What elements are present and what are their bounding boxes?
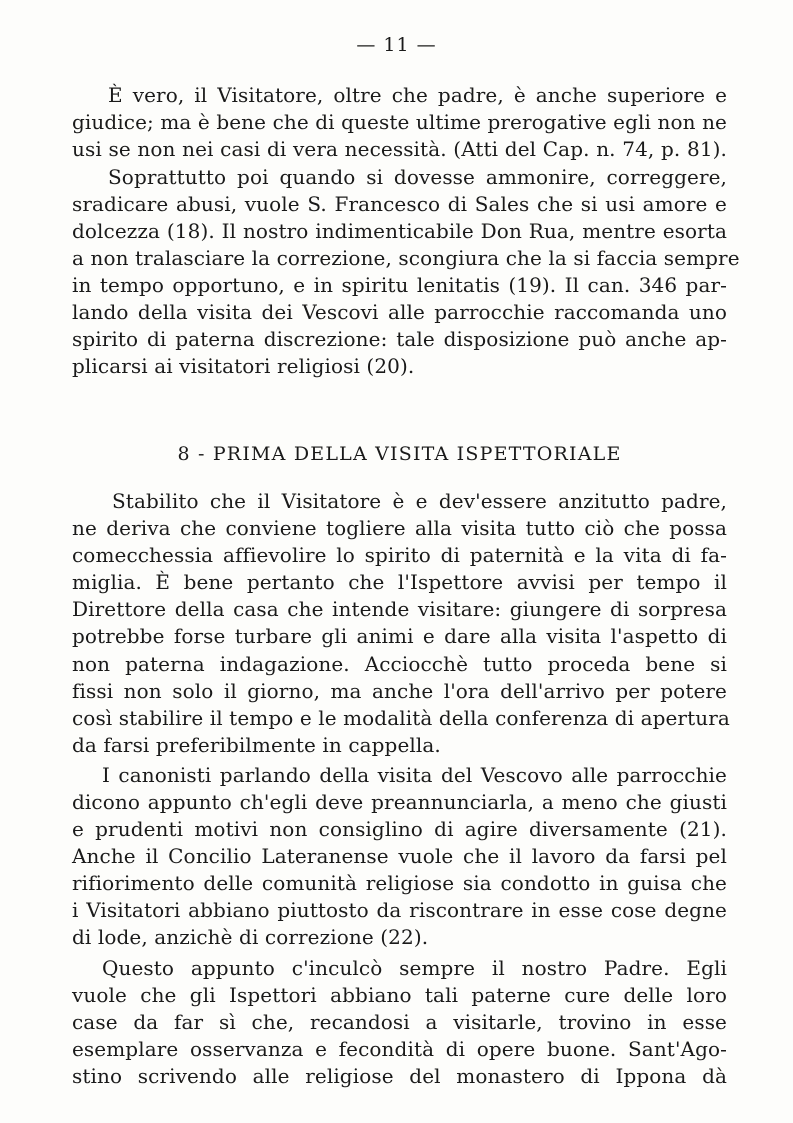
text-line: giudice; ma è bene che di queste ultime prerogative egli non ne (72, 110, 727, 134)
page-number: — 11 — (356, 34, 437, 56)
text-line: case da far sì che, recandosi a visitarle, trovino in esse (72, 1010, 727, 1034)
text-line: Stabilito che il Visitatore è e dev'essere anzitutto padre, (112, 489, 727, 513)
text-line: fissi non solo il giorno, ma anche l'ora dell'arrivo per potere (72, 679, 727, 703)
text-line: i Visitatori abbiano piuttosto da riscontrare in esse cose degne (72, 898, 727, 922)
text-line: Anche il Concilio Lateranense vuole che il lavoro da farsi pel (72, 844, 727, 868)
text-line: potrebbe forse turbare gli animi e dare alla visita l'aspetto di (72, 624, 727, 648)
text-line: a non tralasciare la correzione, scongiura che la si faccia sempre (72, 246, 740, 270)
text-line: È vero, il Visitatore, oltre che padre, è anche superiore e (108, 83, 727, 107)
text-line: usi se non nei casi di vera necessità. (Atti del Cap. n. 74, p. 81). (72, 137, 727, 161)
text-line: dolcezza (18). Il nostro indimenticabile Don Rua, mentre esorta (72, 219, 727, 243)
text-line: non paterna indagazione. Acciocchè tutto proceda bene si (72, 652, 727, 676)
text-line: e prudenti motivi non consiglino di agire diversamente (21). (72, 817, 727, 841)
text-line: miglia. È bene pertanto che l'Ispettore avvisi per tempo il (72, 570, 727, 594)
text-line: da farsi preferibilmente in cappella. (72, 733, 441, 757)
text-line: esemplare osservanza e fecondità di opere buone. Sant'Ago- (72, 1037, 727, 1061)
text-line: dicono appunto ch'egli deve preannunciarla, a meno che giusti (72, 790, 727, 814)
text-line: Questo appunto c'inculcò sempre il nostro Padre. Egli (102, 956, 727, 980)
text-line: stino scrivendo alle religiose del monastero di Ippona dà (72, 1064, 727, 1088)
text-line: ne deriva che conviene togliere alla visita tutto ciò che possa (72, 516, 727, 540)
text-line: sradicare abusi, vuole S. Francesco di Sales che si usi amore e (72, 192, 727, 216)
text-line: in tempo opportuno, e in spiritu lenitatis (19). Il can. 346 par- (72, 273, 727, 297)
text-line: rifiorimento delle comunità religiose sia condotto in guisa che (72, 871, 727, 895)
section-heading: 8 - PRIMA DELLA VISITA ISPETTORIALE (177, 443, 622, 465)
text-line: di lode, anzichè di correzione (22). (72, 925, 429, 949)
text-line: lando della visita dei Vescovi alle parrocchie raccomanda uno (72, 300, 727, 324)
text-line: vuole che gli Ispettori abbiano tali paterne cure delle loro (72, 983, 727, 1007)
text-line: comecchessia affievolire lo spirito di paternità e la vita di fa- (72, 543, 727, 567)
text-line: plicarsi ai visitatori religiosi (20). (72, 354, 415, 378)
text-line: Soprattutto poi quando si dovesse ammonire, correggere, (108, 165, 727, 189)
text-line: I canonisti parlando della visita del Vescovo alle parrocchie (102, 763, 727, 787)
text-line: così stabilire il tempo e le modalità della conferenza di apertura (72, 706, 730, 730)
text-line: Direttore della casa che intende visitare: giungere di sorpresa (72, 597, 727, 621)
text-line: spirito di paterna discrezione: tale disposizione può anche ap- (72, 327, 727, 351)
